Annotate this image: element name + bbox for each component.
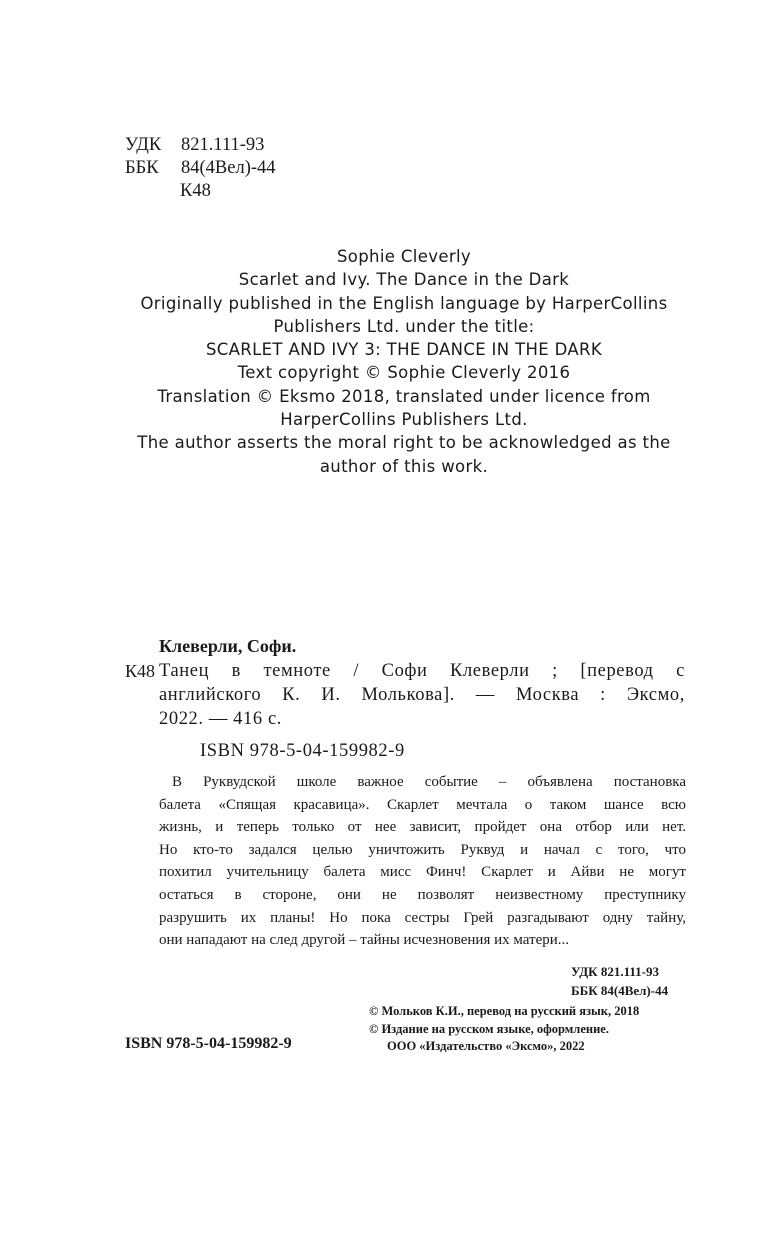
catalog-description <box>159 659 685 731</box>
imprint-isbn: ISBN 978-5-04-159982-9 <box>125 1035 292 1052</box>
copyright-line: © Мольков К.И., перевод на русский язык, 2018 <box>369 1004 640 1018</box>
bbk-label: ББК <box>125 158 159 178</box>
annotation-line: В Руквудской школе важное событие – объявлена постановка <box>172 774 686 790</box>
udk-label: УДК <box>125 135 162 155</box>
annotation-line: разрушить их планы! Но пока сестры Грей разгадывают одну тайну, <box>159 909 686 926</box>
catalog-isbn: ISBN 978-5-04-159982-9 <box>200 741 405 761</box>
credit-line: Translation © Eksmo 2018, translated under licence from <box>157 386 651 406</box>
credit-line: SCARLET AND IVY 3: THE DANCE IN THE DARK <box>205 340 603 360</box>
description-line: 2022. — 416 с. <box>159 709 282 729</box>
annotation-line: Но кто-то задался целью уничтожить Руквуд и начал с того, что <box>159 841 686 858</box>
udk-line <box>125 134 264 157</box>
credit-line: HarperCollins Publishers Ltd. <box>280 410 528 430</box>
book-annotation <box>159 771 686 952</box>
catalog-udk: УДК 821.111-93 <box>571 964 659 979</box>
author-mark: К48 <box>180 181 211 201</box>
bbk-value: 84(4Вел)-44 <box>181 158 276 178</box>
credit-line: Scarlet and Ivy. The Dance in the Dark <box>238 270 570 290</box>
credit-line: Sophie Cleverly <box>336 247 472 266</box>
annotation-line: похитил учительницу балета мисс Финч! Скарлет и Айви не могут <box>159 864 686 881</box>
udk-value: 821.111-93 <box>181 135 265 155</box>
credit-line: Publishers Ltd. under the title: <box>273 316 535 336</box>
description-line: английского К. И. Молькова]. — Москва : Эксмо, <box>159 685 685 705</box>
annotation-line: балета «Спящая красавица». Скарлет мечтала о таком шансе всю <box>159 796 686 813</box>
credit-line: author of this work. <box>319 456 489 476</box>
copyright-notices <box>369 1003 639 1056</box>
annotation-line: остаться в стороне, они не позволят неизвестному преступнику <box>159 886 686 903</box>
description-line: Танец в темноте / Софи Клеверли ; [перевод с <box>159 661 685 681</box>
original-publication-credits <box>104 245 704 478</box>
catalog-heading: Клеверли, Софи. <box>159 636 297 656</box>
credit-line: Originally published in the English language by HarperCollins <box>140 293 668 313</box>
copyright-line: © Издание на русском языке, оформление. <box>369 1021 609 1036</box>
catalog-bbk: ББК 84(4Вел)-44 <box>571 983 669 998</box>
credit-line: Text copyright © Sophie Cleverly 2016 <box>237 363 571 383</box>
credit-line: The author asserts the moral right to be acknowledged as the <box>137 433 671 453</box>
annotation-line: они нападают на след другой – тайны исчезновения их матери... <box>159 932 570 949</box>
bbk-line <box>125 157 276 180</box>
catalog-classification <box>571 962 668 1000</box>
copyright-line: ООО «Издательство «Эксмо», 2022 <box>387 1039 585 1053</box>
catalog-code: К48 <box>125 661 156 681</box>
annotation-line: жизнь, и теперь только от нее зависит, пройдет она отбор или нет. <box>159 819 686 836</box>
